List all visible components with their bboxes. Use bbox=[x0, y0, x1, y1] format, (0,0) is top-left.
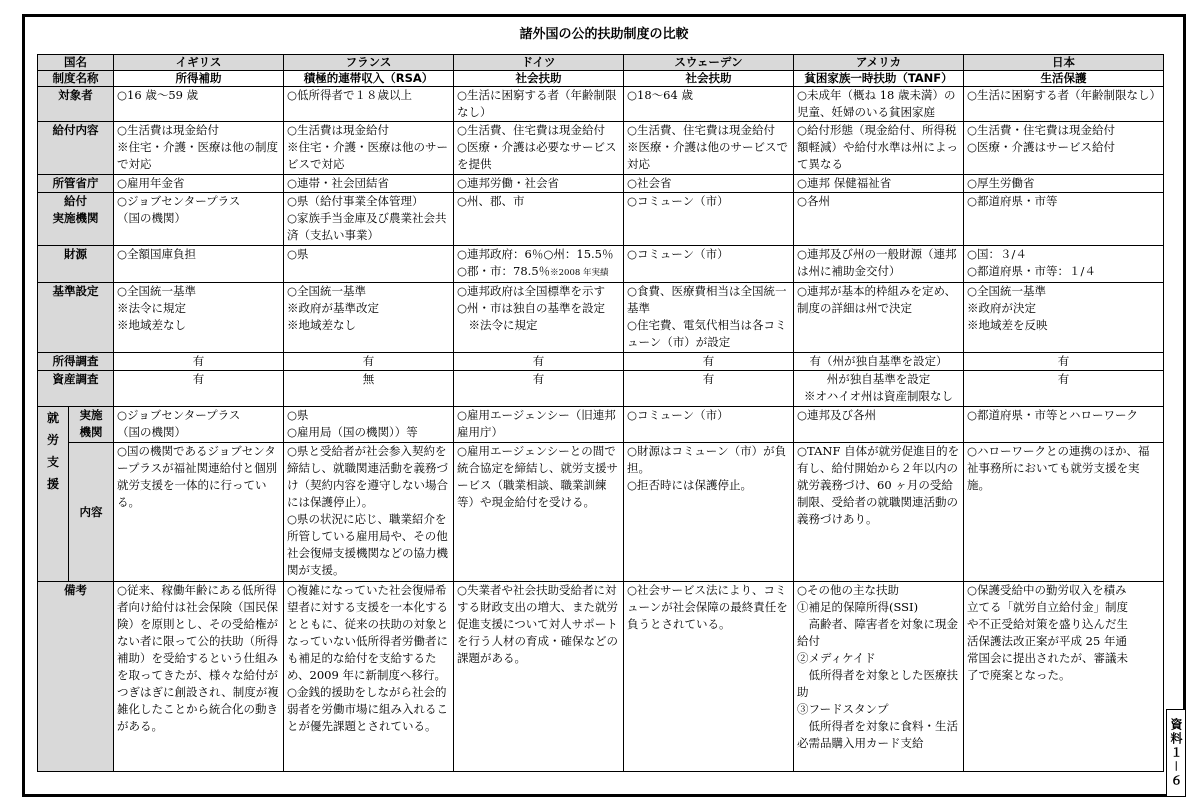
cell bbox=[454, 582, 624, 772]
row-label-benefit: 給付内容 bbox=[38, 122, 114, 175]
cell-text: ○連帯・社会団結省 bbox=[287, 176, 390, 190]
cell-text: 無 bbox=[362, 372, 375, 386]
country-label: 国名 bbox=[38, 55, 114, 71]
system-header-row bbox=[38, 71, 1164, 87]
cell-text: ○都道府県・市等とハローワーク bbox=[967, 408, 1139, 422]
cell bbox=[794, 175, 964, 193]
row-funding bbox=[38, 246, 1164, 283]
cell bbox=[964, 122, 1164, 175]
cell-text: ○生活に困窮する者（年齢制限なし） bbox=[967, 88, 1162, 102]
cell-text: ○ジョブセンタープラス bbox=[117, 194, 241, 208]
cell-text: ○給付形態（現金給付、所得税額軽減）や給付水準は州によって異なる bbox=[797, 123, 958, 171]
cell bbox=[964, 371, 1164, 407]
cell bbox=[454, 246, 624, 283]
cell bbox=[454, 407, 624, 443]
cell-text: ※法令に規定 bbox=[117, 301, 186, 315]
cell-text: 高齢者、障害者を対象に現金給付 bbox=[797, 617, 958, 648]
cell bbox=[454, 87, 624, 122]
cell bbox=[964, 175, 1164, 193]
cell bbox=[114, 193, 284, 246]
cell-text: ○連邦政府：6％○州：15.5％ bbox=[457, 247, 614, 261]
cell-text: ○全国統一基準 bbox=[287, 284, 367, 298]
cell-text: ○州、郡、市 bbox=[457, 194, 525, 208]
cell: 有 bbox=[624, 353, 794, 371]
vertical-char: 就 bbox=[46, 411, 59, 425]
cell-text: ※法令に規定 bbox=[457, 318, 538, 332]
row-label-agency bbox=[38, 193, 114, 246]
cell bbox=[794, 283, 964, 353]
cell bbox=[114, 407, 284, 443]
cell: 有 bbox=[454, 353, 624, 371]
cell bbox=[284, 193, 454, 246]
vertical-char: 労 bbox=[46, 433, 59, 447]
cell bbox=[454, 193, 624, 246]
cell-text: ○県 bbox=[287, 247, 309, 261]
cell-text-main: ○郡・市：78.5％ bbox=[457, 264, 551, 278]
cell-text: ○医療・介護は必要なサービスを提供 bbox=[457, 140, 617, 171]
cell bbox=[114, 371, 284, 407]
cell-text: ○16 歳～59 歳 bbox=[117, 88, 199, 102]
cell-text: ○都道府県・市等：１/４ bbox=[967, 264, 1096, 278]
cell bbox=[454, 122, 624, 175]
cell-text: ※政府が基準改定 bbox=[287, 301, 379, 315]
cell-text: 有 bbox=[532, 372, 545, 386]
cell: 有 bbox=[964, 353, 1164, 371]
cell bbox=[964, 87, 1164, 122]
cell-text: 有 bbox=[192, 372, 205, 386]
row-label-income-check: 所得調査 bbox=[38, 353, 114, 371]
cell-text: ○複雑になっていた社会復帰希望者に対する支援を一本化するとともに、従来の扶助の対象となっていない低所得者労働者にも補足的な給付を支給するため、2009 年に新制度へ移行。 bbox=[287, 583, 448, 682]
funding-note: ※2008 年実績 bbox=[550, 268, 609, 278]
cell-text: ※医療・介護は他のサービスで対応 bbox=[627, 140, 788, 171]
cell-text: ○社会サービス法により、コミューンが社会保障の最終責任を負うとされている。 bbox=[627, 583, 788, 631]
cell bbox=[454, 175, 624, 193]
cell-text: ○拒否時には保護停止。 bbox=[627, 478, 753, 492]
cell-text: ※地域差なし bbox=[287, 318, 356, 332]
row-label-line: 給付 bbox=[64, 194, 87, 208]
row-label-line: 実施機関 bbox=[52, 211, 99, 225]
cell-text: ○連邦及び各州 bbox=[797, 408, 877, 422]
cell bbox=[114, 246, 284, 283]
cell-text: ○連邦政府は全国標準を示す bbox=[457, 284, 606, 298]
cell-text: ②メディケイド bbox=[797, 651, 876, 665]
cell bbox=[624, 582, 794, 772]
system-usa: 貧困家族一時扶助（TANF） bbox=[794, 71, 964, 87]
cell-text: 有 bbox=[1057, 372, 1070, 386]
cell bbox=[624, 193, 794, 246]
row-label-standard: 基準設定 bbox=[38, 283, 114, 353]
cell-text: ○雇用エージェンシーとの間で統合協定を締結し、就労支援サービス（職業相談、職業訓練等）や現金給付を受ける。 bbox=[457, 444, 618, 509]
cell-text: （国の機関） bbox=[117, 211, 186, 225]
cell bbox=[794, 407, 964, 443]
cell-text: ○社会省 bbox=[627, 176, 672, 190]
cell-text: ○雇用年金省 bbox=[117, 176, 185, 190]
cell-text: 低所得者を対象に食料・生活必需品購入用カード支給 bbox=[797, 719, 958, 750]
cell-text: ○生活費、住宅費は現金給付 bbox=[457, 123, 606, 137]
cell-text: ○国の機関であるジョブセンタープラスが福祉関連給付と個別就労支援を一体的に行っている。 bbox=[117, 444, 278, 509]
country-france: フランス bbox=[284, 55, 454, 71]
cell bbox=[964, 407, 1164, 443]
cell-text: ○コミューン（市） bbox=[627, 408, 729, 422]
cell bbox=[964, 283, 1164, 353]
cell bbox=[284, 87, 454, 122]
cell-text: ○食費、医療費相当は全国統一基準 bbox=[627, 284, 787, 315]
country-japan: 日本 bbox=[964, 55, 1164, 71]
cell bbox=[794, 371, 964, 407]
country-header-row bbox=[38, 55, 1164, 71]
cell-text: ※地域差なし bbox=[117, 318, 186, 332]
country-sweden: スウェーデン bbox=[624, 55, 794, 71]
cell bbox=[624, 175, 794, 193]
cell-text: ○全額国庫負担 bbox=[117, 247, 197, 261]
system-uk: 所得補助 bbox=[114, 71, 284, 87]
cell bbox=[284, 246, 454, 283]
cell-text: ○失業者や社会扶助受給者に対する財政支出の増大、また就労促進支援について対人サポートを行う人材の育成・確保などの課題がある。 bbox=[457, 583, 618, 665]
document-title: 諸外国の公的扶助制度の比較 bbox=[519, 27, 689, 42]
cell bbox=[284, 122, 454, 175]
cell-text: ○ハローワークとの連携のほか、福祉事務所においても就労支援を実施。 bbox=[967, 444, 1150, 492]
cell bbox=[794, 122, 964, 175]
cell bbox=[284, 371, 454, 407]
system-germany: 社会扶助 bbox=[454, 71, 624, 87]
cell-text bbox=[457, 263, 620, 282]
cell-text: ○家族手当金庫及び農業社会共済（支払い事業） bbox=[287, 211, 447, 242]
cell-text: ○コミューン（市） bbox=[627, 194, 729, 208]
cell: 有 bbox=[114, 353, 284, 371]
cell-text: ○全国統一基準 bbox=[967, 284, 1047, 298]
cell-text: ○従来、稼働年齢にある低所得者向け給付は社会保険（国民保険）を原則とし、その受給権がない者に限って公的扶助（所得補助）を受給するという仕組みを取ってきたが、様々な給付がつぎはぎに創設され、制度が複雑化したことから統合化の動きがある。 bbox=[117, 583, 279, 733]
cell-text: ○生活費は現金給付 bbox=[287, 123, 390, 137]
cell bbox=[794, 87, 964, 122]
cell-text: ○財源はコミューン（市）が負担。 bbox=[627, 444, 787, 475]
cell-text: ○保護受給中の勤労収入を積み立てる「就労自立給付金」制度や不正受給対策を盛り込んだ生活保護法改正案が平成 25 年通常国会に提出されたが、審議未了で廃案となった。 bbox=[967, 583, 1128, 682]
cell-text: ○雇用局（国の機関））等 bbox=[287, 425, 418, 439]
cell bbox=[794, 246, 964, 283]
row-asset-check bbox=[38, 371, 1164, 407]
cell-text: 低所得者を対象とした医療扶助 bbox=[797, 668, 958, 699]
row-employment-agency bbox=[38, 407, 1164, 443]
row-label-line: 機関 bbox=[79, 425, 103, 439]
row-label-employment-content: 内容 bbox=[69, 443, 114, 582]
cell bbox=[624, 87, 794, 122]
system-label: 制度名称 bbox=[38, 71, 114, 87]
cell bbox=[114, 582, 284, 772]
system-sweden: 社会扶助 bbox=[624, 71, 794, 87]
cell bbox=[624, 407, 794, 443]
cell bbox=[794, 193, 964, 246]
country-germany: ドイツ bbox=[454, 55, 624, 71]
row-agency bbox=[38, 193, 1164, 246]
cell bbox=[114, 122, 284, 175]
cell-text: ○県と受給者が社会参入契約を締結し、就職関連活動を義務づけ（契約内容を遵守しない場合には保護停止）。 bbox=[287, 444, 448, 509]
cell-text: ○連邦労働・社会省 bbox=[457, 176, 560, 190]
cell-text: ○住宅費、電気代相当は各コミューン（市）が設定 bbox=[627, 318, 787, 349]
cell-text: ○その他の主な扶助 bbox=[797, 583, 900, 597]
cell-text: ○雇用エージェンシー（旧連邦雇用庁） bbox=[457, 408, 616, 439]
cell-text: ※オハイオ州は資産制限なし bbox=[804, 389, 953, 403]
row-label-employment-group bbox=[38, 407, 69, 582]
cell-text: ○コミューン（市） bbox=[627, 247, 729, 261]
cell bbox=[624, 371, 794, 407]
row-employment-content bbox=[38, 443, 1164, 582]
cell bbox=[454, 283, 624, 353]
cell bbox=[284, 443, 454, 582]
country-uk: イギリス bbox=[114, 55, 284, 71]
cell bbox=[794, 443, 964, 582]
cell-text: ○県 bbox=[287, 408, 309, 422]
cell-text: ○未成年（概ね 18 歳未満）の児童、妊婦のいる貧困家庭 bbox=[797, 88, 956, 119]
cell-text: ○県の状況に応じ、職業紹介を所管している雇用局や、その他社会復帰支援機関などの協力機関が支援。 bbox=[287, 512, 448, 577]
cell bbox=[624, 122, 794, 175]
document-id-stamp: 資料１－６ bbox=[1166, 709, 1186, 797]
row-label-line: 実施 bbox=[79, 408, 103, 422]
cell bbox=[624, 246, 794, 283]
cell-text: ○連邦 保健福祉省 bbox=[797, 176, 892, 190]
cell bbox=[114, 87, 284, 122]
cell bbox=[114, 283, 284, 353]
vertical-char: 援 bbox=[46, 477, 59, 491]
cell-text: ○生活費は現金給付 bbox=[117, 123, 220, 137]
cell bbox=[454, 443, 624, 582]
cell bbox=[284, 407, 454, 443]
cell-text: ○TANF 自体が就労促進目的を有し、給付開始から２年以内の就労義務づけ、60 ヶ月の受給制限、受給者の就職関連活動の義務づけあり。 bbox=[797, 444, 960, 526]
cell bbox=[114, 175, 284, 193]
cell-text: ○ジョブセンタープラス bbox=[117, 408, 241, 422]
cell bbox=[624, 443, 794, 582]
row-benefit bbox=[38, 122, 1164, 175]
cell-text: ※住宅・介護・医療は他の制度で対応 bbox=[117, 140, 278, 171]
cell-text: ○18～64 歳 bbox=[627, 88, 693, 102]
system-japan: 生活保護 bbox=[964, 71, 1164, 87]
cell: 有（州が独自基準を設定） bbox=[794, 353, 964, 371]
cell bbox=[964, 246, 1164, 283]
cell bbox=[964, 193, 1164, 246]
cell-text: ○連邦及び州の一般財源（連邦は州に補助金交付） bbox=[797, 247, 957, 278]
cell-text: 州が独自基準を設定 bbox=[826, 372, 931, 386]
cell-text: （国の機関） bbox=[117, 425, 186, 439]
row-income-check bbox=[38, 353, 1164, 371]
cell-text: ○全国統一基準 bbox=[117, 284, 197, 298]
cell-text: ○都道府県・市等 bbox=[967, 194, 1058, 208]
row-label-ministry: 所管省庁 bbox=[38, 175, 114, 193]
cell-text: ①補足的保障所得(SSI) bbox=[797, 600, 919, 614]
cell bbox=[624, 283, 794, 353]
cell bbox=[284, 175, 454, 193]
cell-text: ○県（給付事業全体管理） bbox=[287, 194, 424, 208]
cell bbox=[114, 443, 284, 582]
cell bbox=[284, 582, 454, 772]
row-remarks bbox=[38, 582, 1164, 772]
row-target bbox=[38, 87, 1164, 122]
cell-text: ③フードスタンプ bbox=[797, 702, 889, 716]
cell-text: ○厚生労働省 bbox=[967, 176, 1035, 190]
cell-text: ○州・市は独自の基準を設定 bbox=[457, 301, 606, 315]
vertical-char: 支 bbox=[46, 455, 59, 469]
cell-text: ○生活費、住宅費は現金給付 bbox=[627, 123, 776, 137]
cell bbox=[454, 371, 624, 407]
document-page bbox=[22, 14, 1186, 797]
cell bbox=[284, 283, 454, 353]
cell-text: ※政府が決定 bbox=[967, 301, 1036, 315]
cell-text: ○低所得者で１８歳以上 bbox=[287, 88, 413, 102]
cell-text: ○医療・介護はサービス給付 bbox=[967, 140, 1116, 154]
cell bbox=[964, 582, 1164, 772]
comparison-table bbox=[37, 54, 1164, 772]
cell bbox=[794, 582, 964, 772]
cell-text: ○金銭的援助をしながら社会的弱者を労働市場に組み入れることが優先課題とされている。 bbox=[287, 685, 448, 733]
cell: 有 bbox=[284, 353, 454, 371]
country-usa: アメリカ bbox=[794, 55, 964, 71]
cell-text: ○連邦が基本的枠組みを定め、制度の詳細は州で決定 bbox=[797, 284, 957, 315]
row-label-remarks: 備考 bbox=[38, 582, 114, 772]
row-label-employment-agency bbox=[69, 407, 114, 443]
cell-text: ※住宅・介護・医療は他のサービスで対応 bbox=[287, 140, 448, 171]
row-label-asset-check: 資産調査 bbox=[38, 371, 114, 407]
cell-text: ○各州 bbox=[797, 194, 831, 208]
cell-text: ○生活費・住宅費は現金給付 bbox=[967, 123, 1116, 137]
cell-text: ○国：３/４ bbox=[967, 247, 1027, 261]
row-label-funding: 財源 bbox=[38, 246, 114, 283]
system-france: 積極的連帯収入（RSA） bbox=[284, 71, 454, 87]
cell-text: 有 bbox=[702, 372, 715, 386]
cell-text: ○生活に困窮する者（年齢制限なし） bbox=[457, 88, 617, 119]
row-label-target: 対象者 bbox=[38, 87, 114, 122]
row-ministry bbox=[38, 175, 1164, 193]
cell bbox=[964, 443, 1164, 582]
row-standard bbox=[38, 283, 1164, 353]
cell-text: ※地域差を反映 bbox=[967, 318, 1048, 332]
